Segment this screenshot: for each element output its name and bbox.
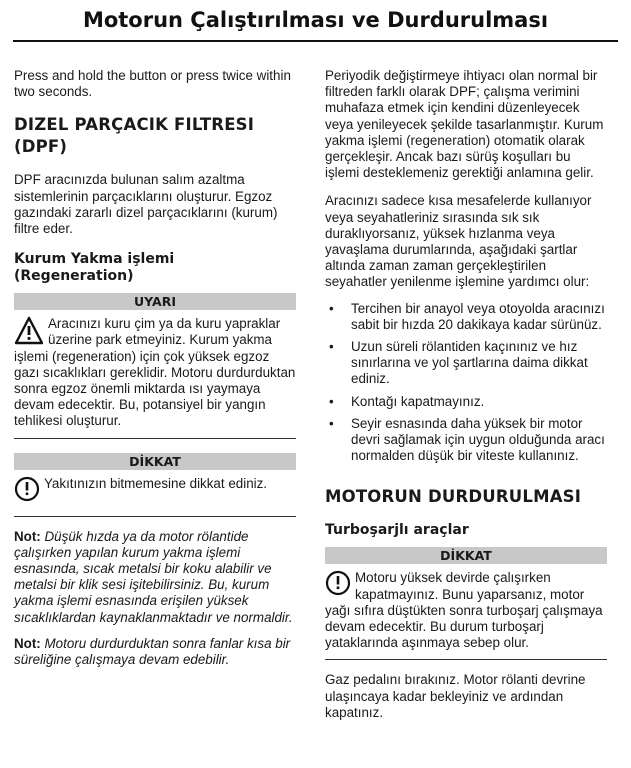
- divider: [14, 516, 296, 517]
- warning-text: Aracınızı kuru çim ya da kuru yapraklar üzerine park etmeyiniz. Kurum yakma işlemi (regeneration) için çok yüksek egzoz gazı sıcaklıkları gereklidir. Motoru durdurduktan sonra egzoz önemli miktarda ısı yaymaya devam edecektir. Bu, potansiyel bir yangın tehlikesi oluşturur.: [14, 316, 296, 429]
- note-label: Not:: [14, 528, 41, 544]
- list-item: • Tercihen bir anayol veya otoyolda aracınızı sabit bir hızda 20 dakikaya kadar sürünüz.: [325, 301, 607, 333]
- conditions-list: [325, 301, 607, 465]
- list-item: • Uzun süreli rölantiden kaçınınız ve hız sınırlarına ve yol şartlarına daima dikkat ediniz.: [325, 339, 607, 388]
- warning-triangle-icon: [14, 316, 44, 346]
- turbo-heading: Turboşarjlı araçlar: [325, 522, 469, 539]
- caution-box: [325, 570, 607, 651]
- note-2: [14, 636, 296, 668]
- list-item: • Kontağı kapatmayınız.: [325, 394, 607, 410]
- caution-circle-icon: [14, 476, 40, 502]
- dpf-heading: DIZEL PARÇACIK FILTRESI (DPF): [14, 115, 255, 157]
- header-rule: [13, 40, 618, 42]
- note-1: [14, 529, 296, 626]
- warning-box: [14, 316, 296, 429]
- divider: [325, 659, 607, 660]
- regen-heading: Kurum Yakma işlemi (Regeneration): [14, 251, 175, 285]
- caution-circle-icon: [325, 570, 351, 596]
- dpf-description: Periyodik değiştirmeye ihtiyacı olan normal bir filtreden farklı olarak DPF; çalışma verimini muhafaza etmek için kendini düzenleyecek veya yenileyecek şekilde tasarlanmıştır. Kurum yakma işlemi (regeneration) otomatik olarak gerçekleşir. Ancak bazı sürüş koşulları bu işlemi desteklemeniz gerektiği anlamına gelir.: [325, 68, 604, 181]
- stop-heading: MOTORUN DURDURULMASI: [325, 487, 582, 507]
- note-text: Motoru durdurduktan sonra fanlar kısa bir süreliğine çalışmaya devam edebilir.: [14, 635, 291, 668]
- page-header: [0, 0, 631, 44]
- note-label: Not:: [14, 635, 41, 651]
- caution-title: DİKKAT: [14, 453, 296, 470]
- dpf-text: DPF aracınızda bulunan salım azaltma sistemlerinin parçacıklarını oluşturur. Egzoz gazındaki zararlı dizel parçacıklarını (kurum) filtre eder.: [14, 172, 278, 237]
- caution-text: Motoru yüksek devirde çalışırken kapatmayınız. Bunu yaparsanız, motor yağı sıfıra düştükten sonra turboşarj çalışmaya devam edecektir. Bu durum turboşarj yataklarında aşınmaya sebep olur.: [325, 570, 603, 651]
- stop-instructions: Gaz pedalını bırakınız. Motor rölanti devrine ulaşıncaya kadar bekleyiniz ve ardından kapatınız.: [325, 672, 586, 720]
- right-column: [325, 68, 607, 721]
- warning-title: UYARI: [14, 293, 296, 310]
- page-title: Motorun Çalıştırılması ve Durdurulması: [82, 8, 549, 32]
- regen-conditions: Aracınızı sadece kısa mesafelerde kullanıyor veya seyahatleriniz sırasında sık sık duraklıyorsanız, yüksek hızlanma veya yavaşlama durumlarında, aşağıdaki şartlar altında zaman zaman gerçekleştirilen seyahatler yenilenme işlemine yardımcı olur:: [325, 193, 592, 290]
- left-column: [14, 68, 296, 678]
- caution-title: DİKKAT: [325, 547, 607, 564]
- list-item: • Seyir esnasında daha yüksek bir motor devri sağlamak için uygun olduğunda aracı normalden düşük bir viteste kullanınız.: [325, 416, 607, 465]
- divider: [14, 438, 296, 439]
- note-text: Düşük hızda ya da motor rölantide çalışırken yapılan kurum yakma işlemi esnasında, sıcak metalsi bir koku alabilir ve metalsi bir klik sesi işitebilirsiniz. Bu, kurum yakma işlemi esnasında erişilen yüksek sıcaklıklardan kaynaklanmaktadır ve normaldir.: [14, 528, 293, 625]
- caution-box: [14, 476, 296, 504]
- caution-text: Yakıtınızın bitmemesine dikkat ediniz.: [44, 475, 268, 491]
- intro-text: Press and hold the button or press twice within two seconds.: [14, 68, 291, 100]
